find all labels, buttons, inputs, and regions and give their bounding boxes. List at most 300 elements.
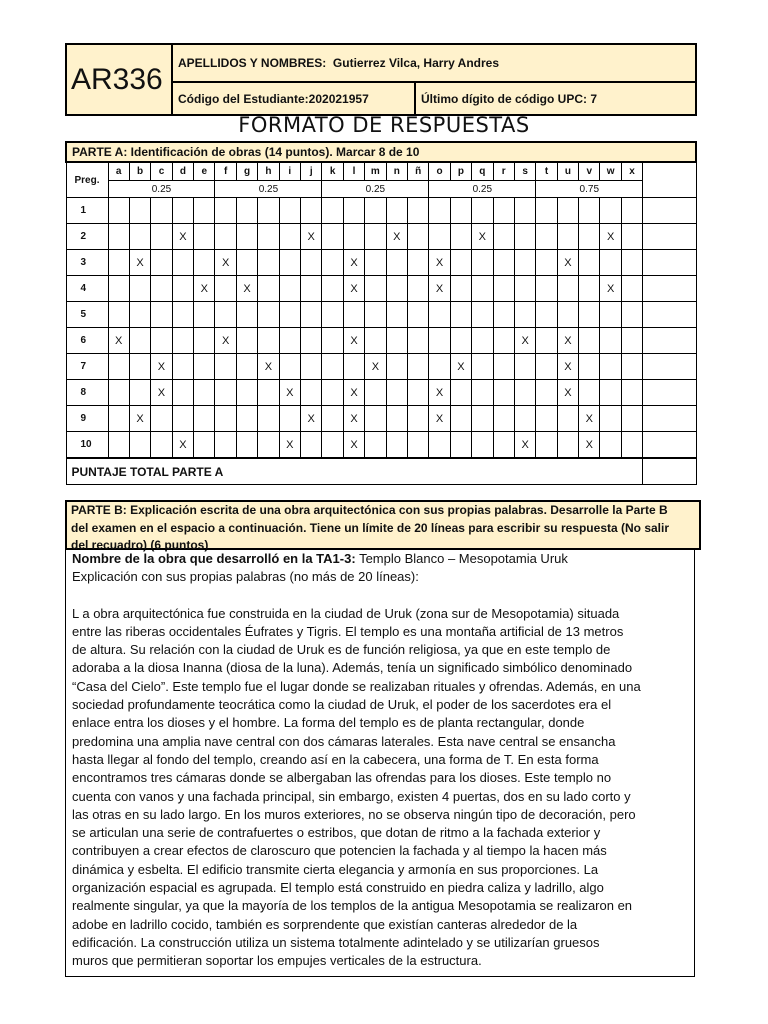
answer-cell[interactable] [151, 276, 172, 302]
answer-mark[interactable]: X [279, 432, 300, 459]
answer-cell[interactable] [579, 198, 600, 224]
answer-mark[interactable]: X [301, 406, 322, 432]
answer-cell[interactable] [386, 302, 407, 328]
answer-cell[interactable] [621, 432, 642, 459]
answer-cell[interactable] [579, 380, 600, 406]
answer-cell[interactable] [151, 250, 172, 276]
answer-cell[interactable] [386, 380, 407, 406]
answer-cell[interactable] [450, 276, 471, 302]
answer-cell[interactable] [279, 302, 300, 328]
answer-cell[interactable] [472, 432, 493, 459]
answer-cell[interactable] [215, 406, 236, 432]
weight-value: 0.75 [536, 181, 643, 198]
answer-cell[interactable] [279, 224, 300, 250]
upc-cell [415, 82, 696, 115]
answer-cell[interactable] [407, 354, 428, 380]
answer-cell[interactable] [514, 276, 535, 302]
letter-header: j [301, 162, 322, 181]
answer-cell[interactable] [236, 328, 257, 354]
answer-cell[interactable] [258, 406, 279, 432]
answer-cell[interactable] [600, 432, 621, 459]
letter-header: k [322, 162, 343, 181]
answer-cell[interactable] [536, 354, 557, 380]
answer-cell[interactable] [301, 198, 322, 224]
answer-cell[interactable] [407, 198, 428, 224]
question-number: 9 [66, 406, 108, 432]
answer-cell[interactable] [365, 406, 386, 432]
answer-cell[interactable] [129, 276, 150, 302]
answer-mark[interactable]: X [343, 432, 364, 459]
answer-cell[interactable] [322, 432, 343, 459]
answer-cell[interactable] [258, 250, 279, 276]
answer-cell[interactable] [215, 224, 236, 250]
answer-cell[interactable] [536, 302, 557, 328]
answer-cell[interactable] [536, 250, 557, 276]
answer-cell[interactable] [151, 432, 172, 459]
answer-cell[interactable] [536, 328, 557, 354]
answer-cell[interactable] [407, 406, 428, 432]
answer-cell[interactable] [450, 380, 471, 406]
answer-cell[interactable] [258, 276, 279, 302]
answer-cell[interactable] [365, 380, 386, 406]
answer-cell[interactable] [215, 198, 236, 224]
answer-cell[interactable] [579, 328, 600, 354]
answer-mark[interactable]: X [151, 380, 172, 406]
answer-cell[interactable] [514, 224, 535, 250]
answer-cell[interactable] [236, 354, 257, 380]
answer-cell[interactable] [600, 328, 621, 354]
answer-cell[interactable] [557, 302, 578, 328]
answer-cell[interactable] [258, 302, 279, 328]
answer-mark[interactable]: X [279, 380, 300, 406]
answer-cell[interactable] [621, 276, 642, 302]
letter-header: c [151, 162, 172, 181]
answer-mark[interactable]: X [343, 380, 364, 406]
answer-cell[interactable] [621, 302, 642, 328]
answer-mark[interactable]: X [579, 406, 600, 432]
answer-cell[interactable] [129, 198, 150, 224]
answer-mark[interactable]: X [557, 250, 578, 276]
answer-cell[interactable] [429, 328, 450, 354]
answer-mark[interactable]: X [343, 328, 364, 354]
answer-mark[interactable]: X [258, 354, 279, 380]
answer-cell[interactable] [108, 224, 129, 250]
answer-cell[interactable] [429, 198, 450, 224]
answer-cell[interactable] [472, 328, 493, 354]
answer-cell[interactable] [108, 380, 129, 406]
answer-cell[interactable] [621, 354, 642, 380]
answer-cell[interactable] [514, 406, 535, 432]
answer-cell[interactable] [236, 224, 257, 250]
answer-cell[interactable] [172, 250, 193, 276]
answer-cell[interactable] [472, 406, 493, 432]
table-row [66, 302, 696, 328]
answer-mark[interactable]: X [172, 224, 193, 250]
answer-cell[interactable] [365, 224, 386, 250]
answer-cell[interactable] [536, 198, 557, 224]
answer-cell[interactable] [579, 302, 600, 328]
answer-cell[interactable] [301, 432, 322, 459]
answer-cell[interactable] [493, 224, 514, 250]
answer-cell[interactable] [621, 380, 642, 406]
answer-cell[interactable] [429, 302, 450, 328]
answer-cell[interactable] [450, 302, 471, 328]
answer-cell[interactable] [258, 328, 279, 354]
answer-mark[interactable]: X [600, 276, 621, 302]
answer-cell[interactable] [151, 198, 172, 224]
table-row [66, 198, 696, 224]
answer-cell[interactable] [236, 406, 257, 432]
answer-cell[interactable] [172, 328, 193, 354]
answer-cell[interactable] [579, 250, 600, 276]
answer-cell[interactable] [258, 224, 279, 250]
answer-cell[interactable] [279, 250, 300, 276]
answer-cell[interactable] [493, 276, 514, 302]
answer-cell[interactable] [194, 328, 215, 354]
question-number: 10 [66, 432, 108, 459]
answer-cell[interactable] [172, 354, 193, 380]
answer-cell[interactable] [493, 328, 514, 354]
answer-mark[interactable]: X [579, 432, 600, 459]
answer-cell[interactable] [472, 276, 493, 302]
answer-mark[interactable]: X [236, 276, 257, 302]
answer-cell[interactable] [322, 354, 343, 380]
letter-header: b [129, 162, 150, 181]
answer-cell[interactable] [279, 354, 300, 380]
answer-cell[interactable] [557, 198, 578, 224]
question-number: 5 [66, 302, 108, 328]
answer-cell[interactable] [386, 432, 407, 459]
answer-cell[interactable] [536, 380, 557, 406]
answer-mark[interactable]: X [129, 406, 150, 432]
answer-mark[interactable]: X [557, 354, 578, 380]
answer-line: predomina una amplia nave central con dos cámaras laterales. Esta nave central se ensancha [72, 733, 616, 749]
answer-cell[interactable] [557, 224, 578, 250]
part-a-heading: PARTE A: Identificación de obras (14 puntos). Marcar 8 de 10 [66, 142, 696, 162]
answer-cell[interactable] [450, 250, 471, 276]
answer-cell[interactable] [151, 406, 172, 432]
answer-cell[interactable] [258, 380, 279, 406]
answer-cell[interactable] [450, 328, 471, 354]
answer-cell[interactable] [129, 432, 150, 459]
answer-cell[interactable] [600, 406, 621, 432]
answer-cell[interactable] [429, 224, 450, 250]
answer-mark[interactable]: X [172, 432, 193, 459]
answer-cell[interactable] [258, 198, 279, 224]
blank-line [72, 587, 688, 605]
answer-cell[interactable] [194, 380, 215, 406]
answer-cell[interactable] [322, 224, 343, 250]
letter-header: ñ [407, 162, 428, 181]
answer-cell[interactable] [258, 432, 279, 459]
answer-cell[interactable] [322, 198, 343, 224]
answer-cell[interactable] [450, 406, 471, 432]
part-b-heading-line: del examen en el espacio a continuación. Tiene un límite de 20 líneas para escribir su respuesta (No salir [71, 520, 670, 535]
answer-cell[interactable] [343, 198, 364, 224]
answer-cell[interactable] [493, 302, 514, 328]
answer-cell[interactable] [322, 250, 343, 276]
answer-mark[interactable]: X [215, 328, 236, 354]
answer-cell[interactable] [236, 302, 257, 328]
answer-line: adoraba a la diosa Inanna (diosa de la luna). Además, tenía un significado simbólico denominado [72, 660, 633, 676]
upc-label: Último dígito de código UPC: [421, 91, 587, 106]
answer-cell[interactable] [472, 302, 493, 328]
answer-cell[interactable] [194, 224, 215, 250]
answer-cell[interactable] [343, 224, 364, 250]
answer-cell[interactable] [386, 354, 407, 380]
answer-cell[interactable] [301, 354, 322, 380]
answer-cell[interactable] [407, 380, 428, 406]
letter-header: u [557, 162, 578, 181]
answer-cell[interactable] [472, 198, 493, 224]
answer-cell[interactable] [450, 198, 471, 224]
answer-cell[interactable] [322, 380, 343, 406]
answer-cell[interactable] [215, 354, 236, 380]
answer-cell[interactable] [236, 198, 257, 224]
answer-cell[interactable] [407, 276, 428, 302]
answer-mark[interactable]: X [343, 250, 364, 276]
answer-cell[interactable] [386, 328, 407, 354]
answer-cell[interactable] [194, 250, 215, 276]
answer-mark[interactable]: X [343, 406, 364, 432]
answer-cell[interactable] [343, 354, 364, 380]
answer-line: de altura. Su relación con la ciudad de Uruk es de función religiosa, ya que en este templo de [72, 642, 611, 658]
answer-cell[interactable] [536, 224, 557, 250]
answer-grid [65, 141, 697, 485]
answer-mark[interactable]: X [215, 250, 236, 276]
extra-column-header [643, 162, 696, 198]
student-code-label: Código del Estudiante: [178, 91, 309, 106]
answer-cell[interactable] [407, 432, 428, 459]
answer-mark[interactable]: X [386, 224, 407, 250]
answer-cell[interactable] [151, 224, 172, 250]
answer-mark[interactable]: X [429, 406, 450, 432]
answer-cell[interactable] [621, 198, 642, 224]
answer-cell[interactable] [493, 354, 514, 380]
answer-cell[interactable] [621, 328, 642, 354]
answer-cell[interactable] [108, 302, 129, 328]
answer-cell[interactable] [365, 432, 386, 459]
answer-cell[interactable] [215, 302, 236, 328]
answer-cell[interactable] [386, 406, 407, 432]
answer-cell[interactable] [129, 380, 150, 406]
answer-cell[interactable] [407, 250, 428, 276]
answer-cell[interactable] [322, 302, 343, 328]
answer-cell[interactable] [600, 198, 621, 224]
answer-cell[interactable] [386, 198, 407, 224]
weight-value: 0.25 [108, 181, 215, 198]
answer-cell[interactable] [108, 250, 129, 276]
answer-cell[interactable] [579, 224, 600, 250]
answer-cell[interactable] [151, 328, 172, 354]
answer-cell[interactable] [514, 380, 535, 406]
total-score-cell [643, 458, 696, 485]
answer-cell[interactable] [301, 302, 322, 328]
answer-cell[interactable] [236, 432, 257, 459]
answer-cell[interactable] [450, 432, 471, 459]
answer-cell[interactable] [129, 302, 150, 328]
answer-mark[interactable]: X [429, 250, 450, 276]
answer-cell[interactable] [579, 276, 600, 302]
answer-cell[interactable] [172, 380, 193, 406]
answer-cell[interactable] [514, 198, 535, 224]
answer-cell[interactable] [600, 302, 621, 328]
answer-mark[interactable]: X [557, 380, 578, 406]
names-label: APELLIDOS Y NOMBRES: [178, 56, 327, 70]
answer-cell[interactable] [322, 276, 343, 302]
answer-cell[interactable] [279, 198, 300, 224]
answer-cell[interactable] [407, 302, 428, 328]
answer-cell[interactable] [279, 328, 300, 354]
table-row [66, 250, 696, 276]
answer-cell[interactable] [365, 276, 386, 302]
answer-cell[interactable] [493, 198, 514, 224]
row-score-cell [643, 224, 696, 250]
question-number: 4 [66, 276, 108, 302]
answer-cell[interactable] [621, 406, 642, 432]
answer-cell[interactable] [514, 250, 535, 276]
answer-cell[interactable] [215, 380, 236, 406]
answer-cell[interactable] [172, 198, 193, 224]
answer-cell[interactable] [236, 380, 257, 406]
question-number: 8 [66, 380, 108, 406]
answer-cell[interactable] [365, 328, 386, 354]
letter-header: x [621, 162, 642, 181]
answer-cell[interactable] [343, 302, 364, 328]
answer-cell[interactable] [108, 198, 129, 224]
answer-cell[interactable] [215, 276, 236, 302]
answer-cell[interactable] [365, 250, 386, 276]
letter-header: s [514, 162, 535, 181]
table-row [66, 432, 696, 459]
answer-cell[interactable] [301, 380, 322, 406]
answer-cell[interactable] [407, 328, 428, 354]
answer-mark[interactable]: X [557, 328, 578, 354]
question-number: 1 [66, 198, 108, 224]
answer-cell[interactable] [493, 380, 514, 406]
letter-header: p [450, 162, 471, 181]
answer-cell[interactable] [557, 406, 578, 432]
answer-mark[interactable]: X [514, 432, 535, 459]
answer-cell[interactable] [600, 380, 621, 406]
answer-cell[interactable] [621, 250, 642, 276]
answer-cell[interactable] [621, 224, 642, 250]
answer-line: contribuyen a crear efectos de claroscuro que potencien la fachada y al tiempo la hacen más [72, 843, 607, 859]
answer-cell[interactable] [129, 328, 150, 354]
answer-cell[interactable] [279, 276, 300, 302]
answer-cell[interactable] [429, 354, 450, 380]
answer-mark[interactable]: X [343, 276, 364, 302]
answer-cell[interactable] [600, 354, 621, 380]
answer-cell[interactable] [172, 302, 193, 328]
answer-cell[interactable] [322, 406, 343, 432]
answer-cell[interactable] [108, 354, 129, 380]
answer-cell[interactable] [194, 432, 215, 459]
answer-mark[interactable]: X [194, 276, 215, 302]
answer-cell[interactable] [536, 432, 557, 459]
total-row [66, 458, 696, 485]
answer-cell[interactable] [472, 380, 493, 406]
answer-cell[interactable] [579, 354, 600, 380]
table-row [66, 276, 696, 302]
question-header: Preg. [66, 162, 108, 198]
answer-cell[interactable] [472, 250, 493, 276]
answer-line: se articulan una serie de contrafuertes o estribos, que dotan de ritmo a la fachada exterior y [72, 825, 601, 841]
answer-cell[interactable] [536, 406, 557, 432]
answer-cell[interactable] [514, 354, 535, 380]
answer-cell[interactable] [194, 302, 215, 328]
answer-cell[interactable] [557, 276, 578, 302]
answer-cell[interactable] [514, 302, 535, 328]
answer-cell[interactable] [301, 250, 322, 276]
letter-header: v [579, 162, 600, 181]
work-label: Nombre de la obra que desarrolló en la TA1-3: [72, 551, 356, 566]
answer-cell[interactable] [536, 276, 557, 302]
answer-cell[interactable] [194, 198, 215, 224]
answer-mark[interactable]: X [429, 276, 450, 302]
answer-cell[interactable] [322, 328, 343, 354]
answer-cell[interactable] [600, 250, 621, 276]
answer-cell[interactable] [236, 250, 257, 276]
answer-cell[interactable] [194, 354, 215, 380]
explain-label: Explicación con sus propias palabras (no más de 20 líneas): [72, 569, 419, 585]
answer-cell[interactable] [429, 432, 450, 459]
answer-cell[interactable] [450, 224, 471, 250]
answer-mark[interactable]: X [365, 354, 386, 380]
answer-mark[interactable]: X [129, 250, 150, 276]
weight-value: 0.25 [322, 181, 429, 198]
answer-cell[interactable] [215, 432, 236, 459]
answer-cell[interactable] [557, 432, 578, 459]
answer-cell[interactable] [151, 302, 172, 328]
answer-cell[interactable] [301, 276, 322, 302]
answer-mark[interactable]: X [151, 354, 172, 380]
letters-row [66, 162, 696, 181]
answer-mark[interactable]: X [301, 224, 322, 250]
answer-cell[interactable] [129, 354, 150, 380]
weights-row [66, 181, 696, 198]
answer-mark[interactable]: X [108, 328, 129, 354]
answer-cell[interactable] [472, 354, 493, 380]
answer-cell[interactable] [279, 406, 300, 432]
answer-mark[interactable]: X [472, 224, 493, 250]
row-score-cell [643, 198, 696, 224]
answer-mark[interactable]: X [514, 328, 535, 354]
row-score-cell [643, 432, 696, 459]
answer-cell[interactable] [108, 432, 129, 459]
answer-cell[interactable] [172, 406, 193, 432]
answer-cell[interactable] [407, 224, 428, 250]
answer-cell[interactable] [172, 276, 193, 302]
answer-cell[interactable] [108, 276, 129, 302]
answer-cell[interactable] [365, 302, 386, 328]
answer-cell[interactable] [194, 406, 215, 432]
answer-cell[interactable] [493, 432, 514, 459]
answer-mark[interactable]: X [450, 354, 471, 380]
answer-mark[interactable]: X [429, 380, 450, 406]
answer-cell[interactable] [386, 276, 407, 302]
answer-cell[interactable] [108, 406, 129, 432]
answer-cell[interactable] [129, 224, 150, 250]
answer-cell[interactable] [365, 198, 386, 224]
answer-cell[interactable] [493, 250, 514, 276]
weight-value: 0.25 [215, 181, 322, 198]
letter-header: i [279, 162, 300, 181]
answer-cell[interactable] [493, 406, 514, 432]
answer-mark[interactable]: X [600, 224, 621, 250]
answer-cell[interactable] [386, 250, 407, 276]
answer-cell[interactable] [301, 328, 322, 354]
